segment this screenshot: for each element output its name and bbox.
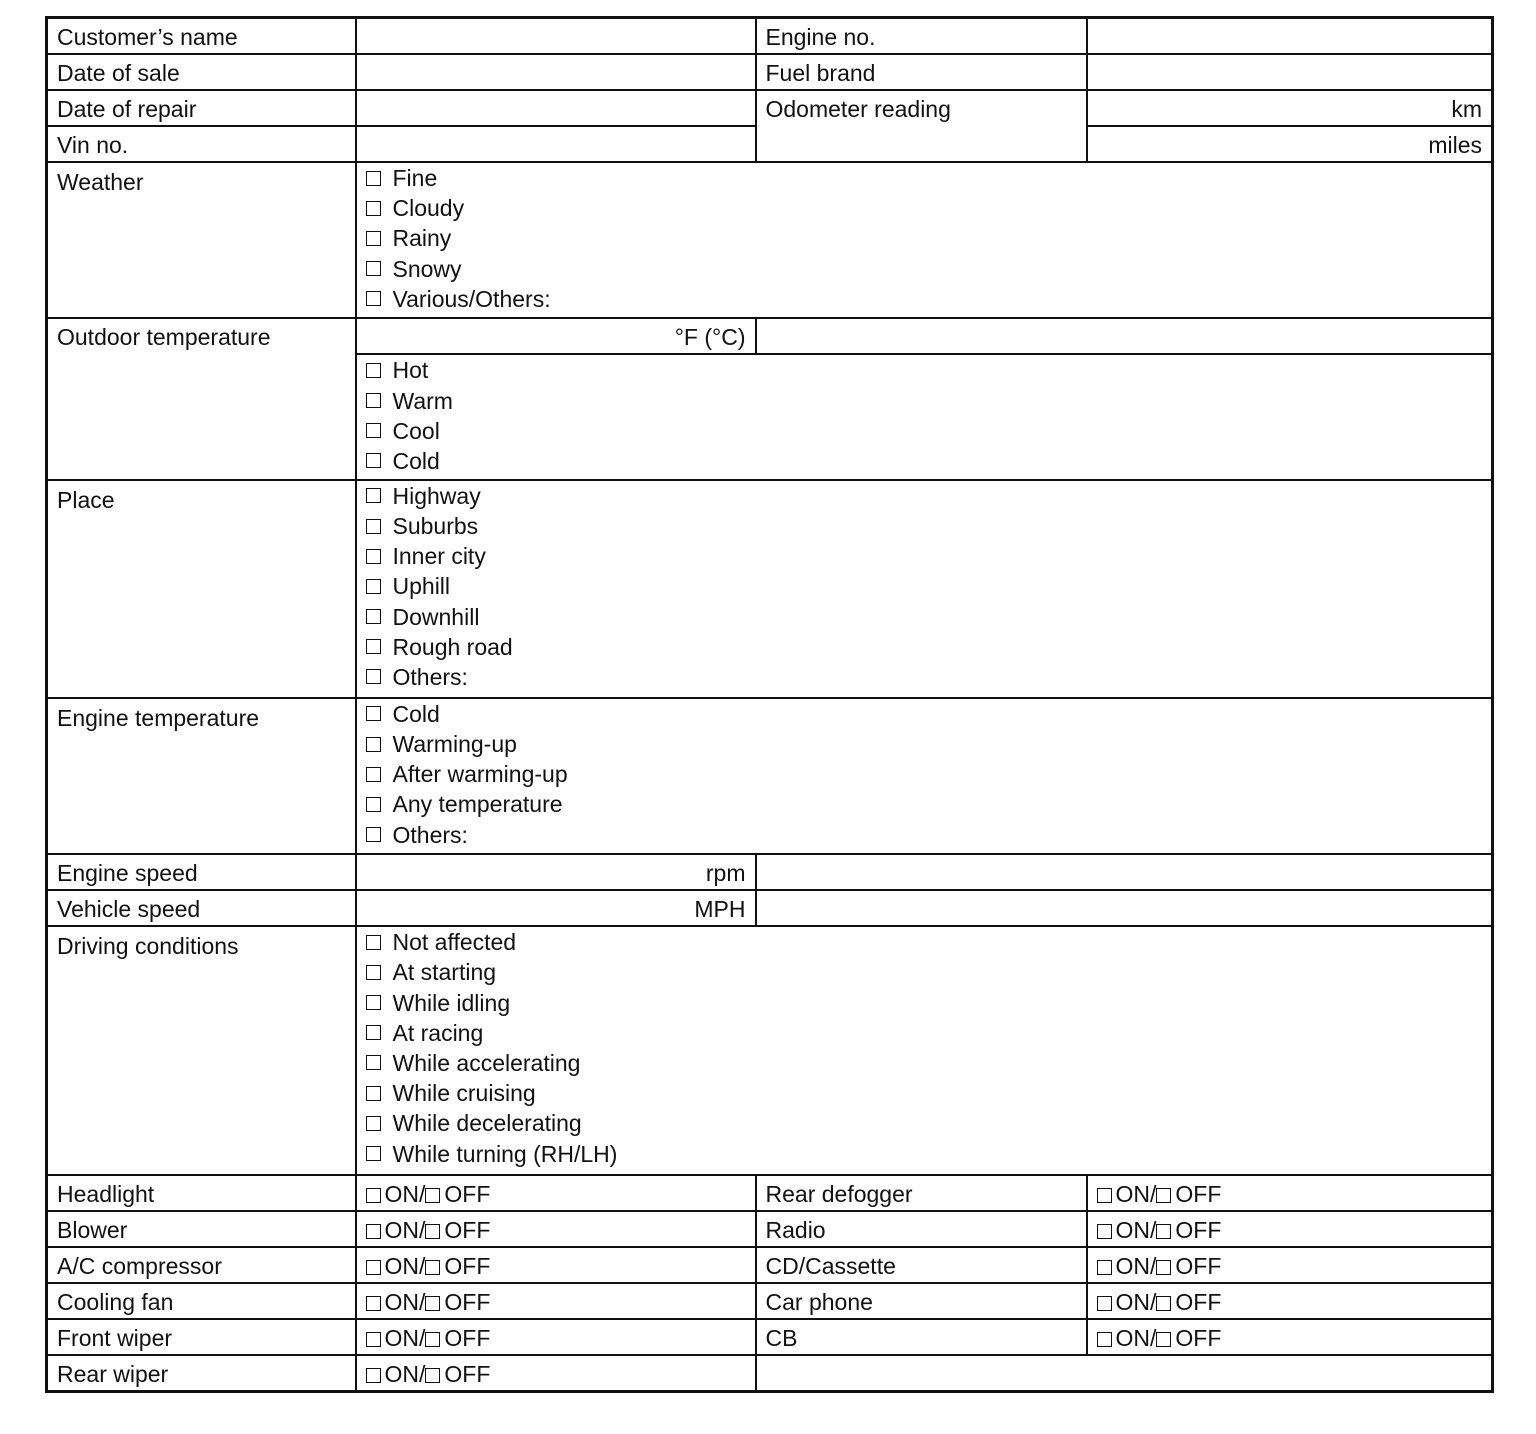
customers-name-field[interactable] bbox=[356, 18, 756, 55]
temperature-option[interactable]: Warm bbox=[366, 386, 1483, 416]
checkbox-icon[interactable] bbox=[366, 797, 381, 812]
checkbox-icon[interactable] bbox=[366, 1116, 381, 1131]
checkbox-icon[interactable] bbox=[366, 1086, 381, 1101]
engine-no-label: Engine no. bbox=[756, 18, 1087, 55]
engine-temperature-options bbox=[356, 698, 1493, 854]
off-checkbox-icon[interactable] bbox=[1156, 1332, 1171, 1347]
fuel-brand-field[interactable] bbox=[1087, 54, 1493, 90]
checkbox-icon[interactable] bbox=[366, 639, 381, 654]
odometer-reading-label: Odometer reading bbox=[756, 90, 1087, 162]
engine-speed-label: Engine speed bbox=[47, 854, 356, 890]
ac-compressor-label: A/C compressor bbox=[47, 1247, 356, 1283]
odometer-miles-field[interactable] bbox=[1087, 126, 1493, 162]
engine-speed-field[interactable] bbox=[356, 854, 756, 890]
temperature-option[interactable]: Cool bbox=[366, 416, 1483, 446]
off-checkbox-icon[interactable] bbox=[1156, 1296, 1171, 1311]
ac-compressor-switch: ON/ OFF bbox=[356, 1247, 756, 1283]
on-checkbox-icon[interactable] bbox=[1097, 1296, 1112, 1311]
engine-temperature-option[interactable]: Warming-up bbox=[366, 729, 1483, 759]
driving-conditions-label: Driving conditions bbox=[47, 926, 356, 1175]
on-checkbox-icon[interactable] bbox=[1097, 1224, 1112, 1239]
vehicle-speed-field[interactable] bbox=[356, 890, 756, 926]
checkbox-icon[interactable] bbox=[366, 609, 381, 624]
off-checkbox-icon[interactable] bbox=[425, 1296, 440, 1311]
engine-speed-blank bbox=[756, 854, 1493, 890]
weather-option[interactable]: Cloudy bbox=[366, 193, 1483, 223]
rear-wiper-blank bbox=[756, 1355, 1493, 1392]
cooling-fan-label: Cooling fan bbox=[47, 1283, 356, 1319]
date-of-repair-label: Date of repair bbox=[47, 90, 356, 126]
checkbox-icon[interactable] bbox=[366, 519, 381, 534]
place-option[interactable]: Downhill bbox=[366, 602, 1483, 632]
place-label: Place bbox=[47, 480, 356, 698]
checkbox-icon[interactable] bbox=[366, 453, 381, 468]
off-checkbox-icon[interactable] bbox=[425, 1368, 440, 1383]
date-of-sale-label: Date of sale bbox=[47, 54, 356, 90]
place-option[interactable]: Uphill bbox=[366, 571, 1483, 601]
checkbox-icon[interactable] bbox=[366, 171, 381, 186]
outdoor-temperature-blank bbox=[756, 318, 1493, 354]
weather-label: Weather bbox=[47, 162, 356, 318]
weather-option[interactable]: Snowy bbox=[366, 254, 1483, 284]
off-checkbox-icon[interactable] bbox=[425, 1260, 440, 1275]
checkbox-icon[interactable] bbox=[366, 706, 381, 721]
off-checkbox-icon[interactable] bbox=[1156, 1224, 1171, 1239]
driving-condition-option[interactable]: While cruising bbox=[366, 1078, 1483, 1108]
place-option[interactable]: Rough road bbox=[366, 632, 1483, 662]
checkbox-icon[interactable] bbox=[366, 423, 381, 438]
checkbox-icon[interactable] bbox=[366, 549, 381, 564]
temperature-unit: °F (°C) bbox=[674, 324, 746, 351]
rear-wiper-switch: ON/ OFF bbox=[356, 1355, 756, 1392]
engine-temperature-option[interactable]: Cold bbox=[366, 699, 1483, 729]
driving-condition-option[interactable]: At racing bbox=[366, 1018, 1483, 1048]
temperature-option[interactable]: Hot bbox=[366, 355, 1483, 385]
place-option[interactable]: Inner city bbox=[366, 541, 1483, 571]
vehicle-speed-blank bbox=[756, 890, 1493, 926]
place-option[interactable]: Others: bbox=[366, 662, 1483, 692]
checkbox-icon[interactable] bbox=[366, 965, 381, 980]
engine-no-field[interactable] bbox=[1087, 18, 1493, 55]
checkbox-icon[interactable] bbox=[366, 579, 381, 594]
miles-unit: miles bbox=[1428, 132, 1482, 158]
front-wiper-label: Front wiper bbox=[47, 1319, 356, 1355]
vehicle-speed-label: Vehicle speed bbox=[47, 890, 356, 926]
engine-temperature-option[interactable]: After warming-up bbox=[366, 759, 1483, 789]
on-checkbox-icon[interactable] bbox=[366, 1260, 381, 1275]
off-checkbox-icon[interactable] bbox=[425, 1332, 440, 1347]
place-option[interactable]: Suburbs bbox=[366, 511, 1483, 541]
km-unit: km bbox=[1451, 96, 1482, 122]
odometer-km-field[interactable] bbox=[1087, 90, 1493, 126]
outdoor-temperature-options bbox=[356, 354, 1493, 479]
driving-conditions-options bbox=[356, 926, 1493, 1175]
on-checkbox-icon[interactable] bbox=[366, 1224, 381, 1239]
on-checkbox-icon[interactable] bbox=[1097, 1188, 1112, 1203]
checkbox-icon[interactable] bbox=[366, 669, 381, 684]
headlight-label: Headlight bbox=[47, 1175, 356, 1211]
checkbox-icon[interactable] bbox=[366, 261, 381, 276]
on-checkbox-icon[interactable] bbox=[366, 1188, 381, 1203]
blower-label: Blower bbox=[47, 1211, 356, 1247]
engine-temperature-label: Engine temperature bbox=[47, 698, 356, 854]
checkbox-icon[interactable] bbox=[366, 488, 381, 503]
on-checkbox-icon[interactable] bbox=[366, 1368, 381, 1383]
on-checkbox-icon[interactable] bbox=[366, 1332, 381, 1347]
cb-switch: ON/ OFF bbox=[1087, 1319, 1493, 1355]
checkbox-icon[interactable] bbox=[366, 767, 381, 782]
checkbox-icon[interactable] bbox=[366, 827, 381, 842]
checkbox-icon[interactable] bbox=[366, 363, 381, 378]
car-phone-label: Car phone bbox=[756, 1283, 1087, 1319]
cd-cassette-label: CD/Cassette bbox=[756, 1247, 1087, 1283]
rear-defogger-label: Rear defogger bbox=[756, 1175, 1087, 1211]
checkbox-icon[interactable] bbox=[366, 1146, 381, 1161]
checkbox-icon[interactable] bbox=[366, 201, 381, 216]
driving-condition-option[interactable]: While idling bbox=[366, 987, 1483, 1017]
blower-switch: ON/ OFF bbox=[356, 1211, 756, 1247]
outdoor-temperature-field[interactable] bbox=[356, 318, 756, 354]
mph-unit: MPH bbox=[694, 896, 746, 923]
radio-label: Radio bbox=[756, 1211, 1087, 1247]
rear-defogger-switch: ON/ OFF bbox=[1087, 1175, 1493, 1211]
checkbox-icon[interactable] bbox=[366, 291, 381, 306]
on-checkbox-icon[interactable] bbox=[1097, 1332, 1112, 1347]
rpm-unit: rpm bbox=[705, 860, 746, 887]
car-phone-switch: ON/ OFF bbox=[1087, 1283, 1493, 1319]
engine-temperature-option[interactable]: Any temperature bbox=[366, 789, 1483, 819]
off-checkbox-icon[interactable] bbox=[425, 1224, 440, 1239]
rear-wiper-label: Rear wiper bbox=[47, 1355, 356, 1392]
place-options bbox=[356, 480, 1493, 698]
checkbox-icon[interactable] bbox=[366, 935, 381, 950]
checkbox-icon[interactable] bbox=[366, 1025, 381, 1040]
fuel-brand-label: Fuel brand bbox=[756, 54, 1087, 90]
temperature-option[interactable]: Cold bbox=[366, 446, 1483, 476]
vin-no-label: Vin no. bbox=[47, 126, 356, 162]
diagnostic-worksheet bbox=[45, 16, 1494, 1393]
engine-temperature-option[interactable]: Others: bbox=[366, 820, 1483, 850]
vin-no-field[interactable] bbox=[356, 126, 756, 162]
cb-label: CB bbox=[756, 1319, 1087, 1355]
weather-option[interactable]: Various/Others: bbox=[366, 284, 1483, 314]
checkbox-icon[interactable] bbox=[366, 995, 381, 1010]
off-checkbox-icon[interactable] bbox=[1156, 1260, 1171, 1275]
headlight-switch: ON/ OFF bbox=[356, 1175, 756, 1211]
outdoor-temperature-label: Outdoor temperature bbox=[47, 318, 356, 479]
driving-condition-option[interactable]: While accelerating bbox=[366, 1048, 1483, 1078]
date-of-repair-field[interactable] bbox=[356, 90, 756, 126]
on-checkbox-icon[interactable] bbox=[1097, 1260, 1112, 1275]
front-wiper-switch: ON/ OFF bbox=[356, 1319, 756, 1355]
driving-condition-option[interactable]: Not affected bbox=[366, 927, 1483, 957]
checkbox-icon[interactable] bbox=[366, 1055, 381, 1070]
driving-condition-option[interactable]: While turning (RH/LH) bbox=[366, 1138, 1483, 1168]
checkbox-icon[interactable] bbox=[366, 393, 381, 408]
off-checkbox-icon[interactable] bbox=[425, 1188, 440, 1203]
on-checkbox-icon[interactable] bbox=[366, 1296, 381, 1311]
driving-condition-option[interactable]: While decelerating bbox=[366, 1108, 1483, 1138]
driving-condition-option[interactable]: At starting bbox=[366, 957, 1483, 987]
weather-option[interactable]: Rainy bbox=[366, 223, 1483, 253]
radio-switch: ON/ OFF bbox=[1087, 1211, 1493, 1247]
checkbox-icon[interactable] bbox=[366, 737, 381, 752]
off-checkbox-icon[interactable] bbox=[1156, 1188, 1171, 1203]
date-of-sale-field[interactable] bbox=[356, 54, 756, 90]
weather-options bbox=[356, 162, 1493, 318]
weather-option[interactable]: Fine bbox=[366, 163, 1483, 193]
customers-name-label: Customer’s name bbox=[47, 18, 356, 55]
checkbox-icon[interactable] bbox=[366, 231, 381, 246]
cd-cassette-switch: ON/ OFF bbox=[1087, 1247, 1493, 1283]
place-option[interactable]: Highway bbox=[366, 481, 1483, 511]
cooling-fan-switch: ON/ OFF bbox=[356, 1283, 756, 1319]
